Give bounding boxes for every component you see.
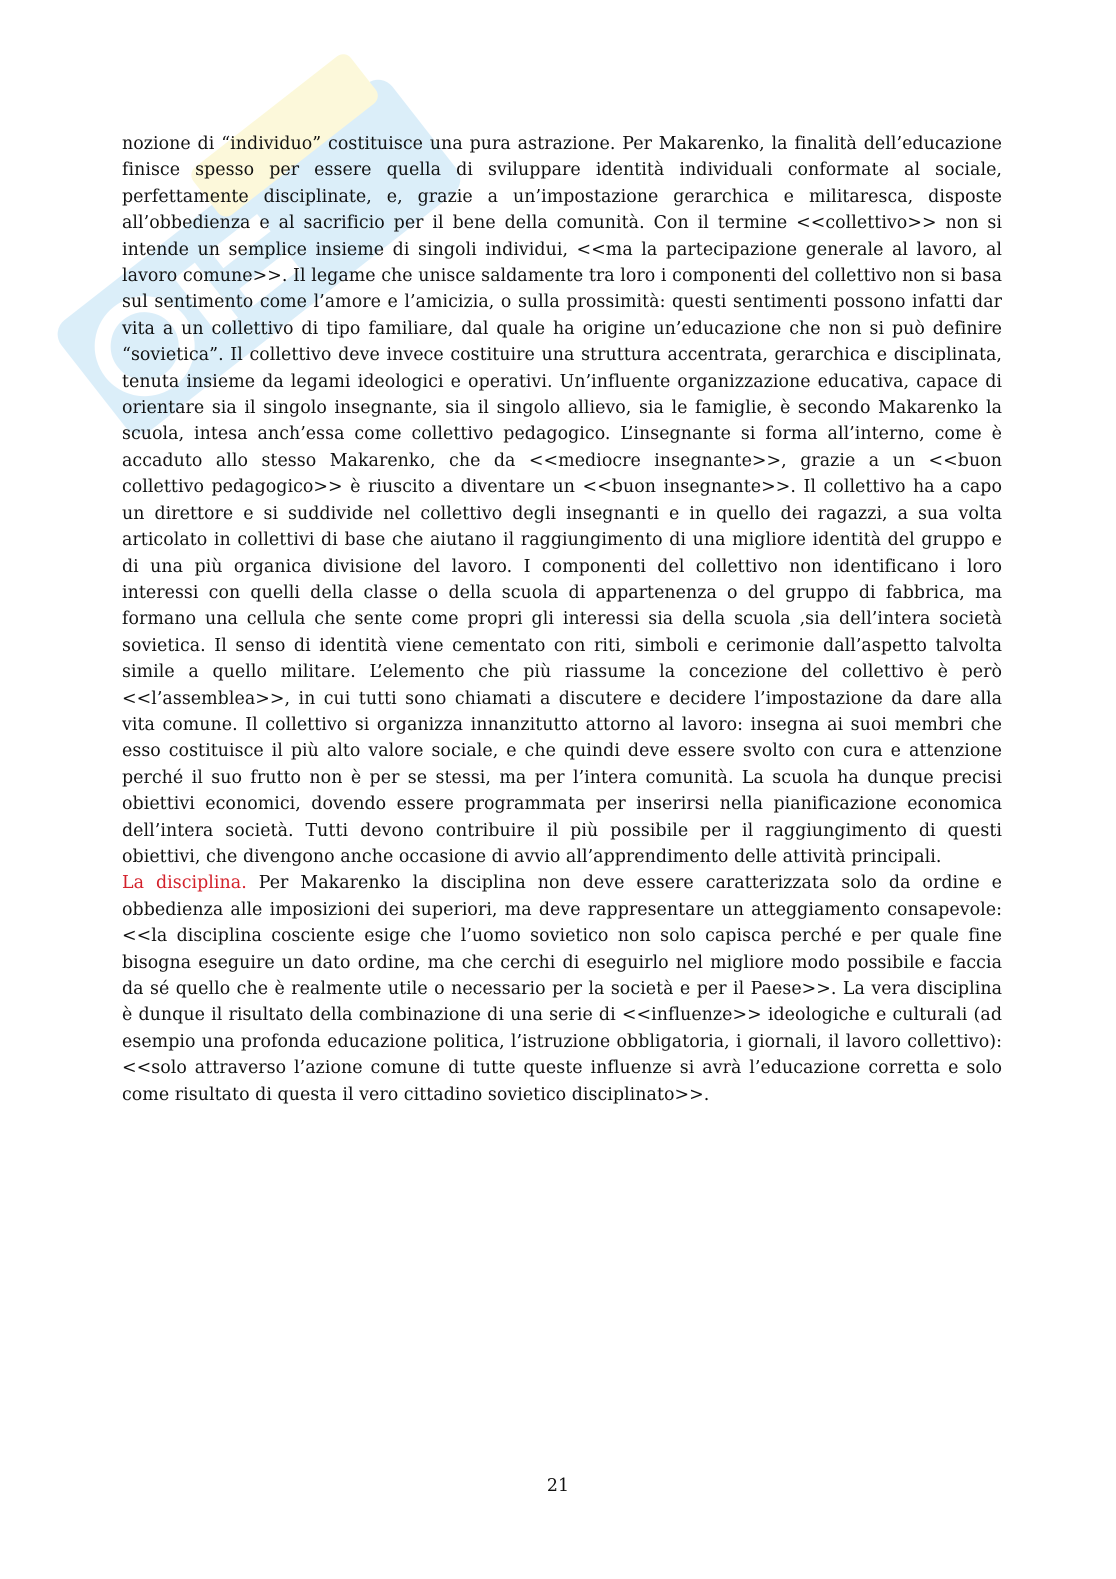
document-body [122, 131, 1002, 1108]
paragraph-1: nozione di “individuo” costituisce una pura astrazione. Per Makarenko, la finalità dell’educazione finisce spesso per essere quella di sviluppare identità individuali conformate al sociale, perfettamente disciplinate, e, grazie a un’impostazione gerarchica e militaresca, disposte all’obbedienza e al sacrificio per il bene della comunità. Con il termine <<collettivo>> non si intende un semplice insieme di singoli individui, <<ma la partecipazione generale al lavoro, al lavoro comune>>. Il legame che unisce saldamente tra loro i componenti del collettivo non si basa sul sentimento come l’amore e l’amicizia, o sulla prossimità: questi sentimenti possono infatti dar vita a un collettivo di tipo familiare, dal quale ha origine un’educazione che non si può definire “sovietica”. Il collettivo deve invece costituire una struttura accentrata, gerarchica e disciplinata, tenuta insieme da legami ideologici e operativi. Un’influente organizzazione educativa, capace di orientare sia il singolo insegnante, sia il singolo allievo, sia le famiglie, è secondo Makarenko la scuola, intesa anch’essa come collettivo pedagogico. L’insegnante si forma all’interno, come è accaduto allo stesso Makarenko, che da <<mediocre insegnante>>, grazie a un <<buon collettivo pedagogico>> è riuscito a diventare un <<buon insegnante>>. Il collettivo ha a capo un direttore e si suddivide nel collettivo degli insegnanti e in quello dei ragazzi, a sua volta articolato in collettivi di base che aiutano il raggiungimento di una migliore identità del gruppo e di una più organica divisione del lavoro. I componenti del collettivo non identificano i loro interessi con quelli della classe o della scuola di appartenenza o del gruppo di fabbrica, ma formano una cellula che sente come propri gli interessi sia della scuola ,sia dell’intera società sovietica. Il senso di identità viene cementato con riti, simboli e cerimonie dall’aspetto talvolta simile a quello militare. L’elemento che più riassume la concezione del collettivo è però <<l’assemblea>>, in cui tutti sono chiamati a discutere e decidere l’impostazione da dare alla vita comune. Il collettivo si organizza innanzitutto attorno al lavoro: insegna ai suoi membri che esso costituisce il più alto valore sociale, e che quindi deve essere svolto con cura e attenzione perché il suo frutto non è per se stessi, ma per l’intera comunità. La scuola ha dunque precisi obiettivi economici, dovendo essere programmata per inserirsi nella pianificazione economica dell’intera società. Tutti devono contribuire il più possibile per il raggiungimento di questi obiettivi, che divengono anche occasione di avvio all’apprendimento delle attività principali. [122, 134, 1002, 867]
paragraph-2 [122, 870, 1002, 1108]
section-heading-disciplina: La disciplina. [122, 873, 247, 894]
paragraph-2-text: Per Makarenko la disciplina non deve essere caratterizzata solo da ordine e obbedienza alle imposizioni dei superiori, ma deve rappresentare un atteggiamento consapevole: <<la disciplina cosciente esige che l’uomo sovietico non solo capisca perché e per quale fine bisogna eseguire un dato ordine, ma che cerchi di eseguirlo nel migliore modo possibile e faccia da sé quello che è realmente utile o necessario per la società e per il Paese>>. La vera disciplina è dunque il risultato della combinazione di una serie di <<influenze>> ideologiche e culturali (ad esempio una profonda educazione politica, l’istruzione obbligatoria, i giornali, il lavoro collettivo): <<solo attraverso l’azione comune di tutte queste influenze si avrà l’educazione corretta e solo come risultato di questa il vero cittadino sovietico disciplinato>>. [122, 873, 1002, 1105]
page-number: 21 [546, 1476, 570, 1496]
